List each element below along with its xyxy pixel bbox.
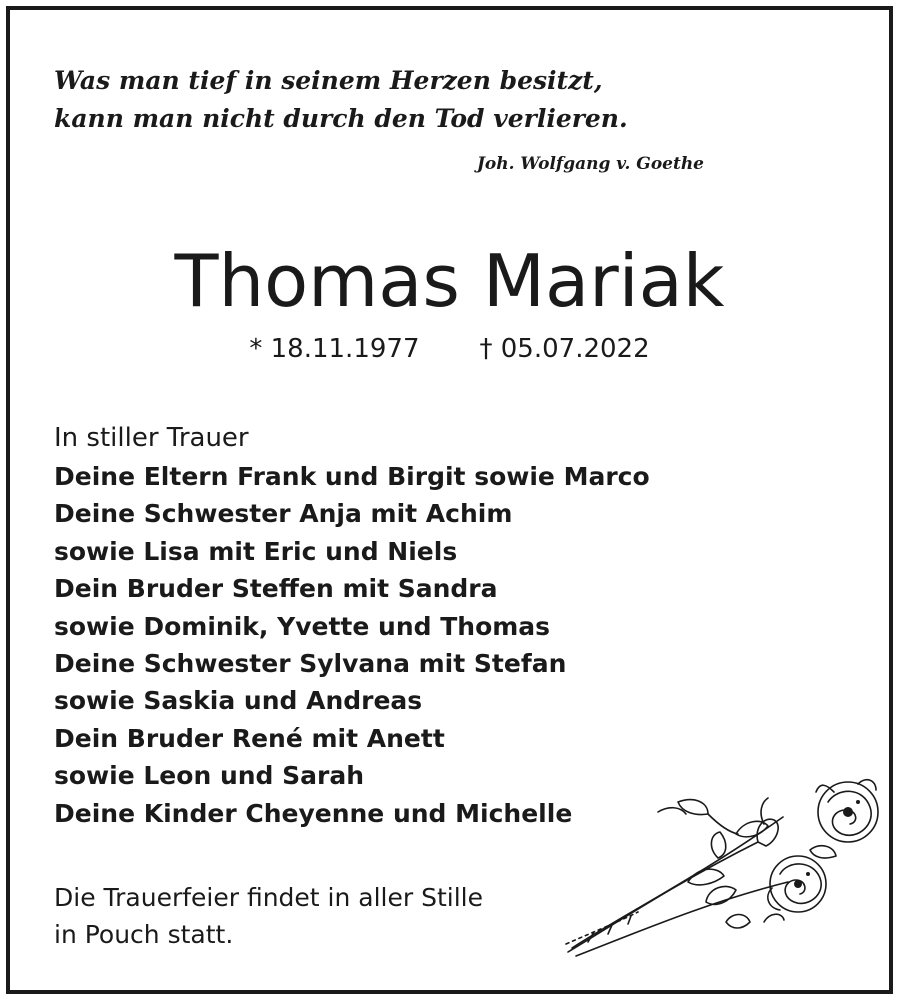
deceased-name: Thomas Mariak [174, 239, 725, 323]
list-item: Deine Kinder Cheyenne und Michelle [54, 798, 573, 828]
list-item: Deine Eltern Frank und Birgit sowie Marco [54, 462, 650, 491]
list-item: Deine Schwester Anja mit Achim [54, 499, 513, 529]
death-date: † 05.07.2022 [479, 334, 650, 364]
quote-line: kann man nicht durch den Tod verlieren. [54, 104, 628, 133]
list-item: sowie Leon und Sarah [54, 761, 365, 791]
list-item: Dein Bruder René mit Anett [54, 723, 445, 753]
list-item: sowie Saskia und Andreas [54, 686, 423, 716]
life-dates [10, 334, 889, 364]
note-line: Die Trauerfeier findet in aller Stille [54, 883, 483, 912]
quote-line: Was man tief in seinem Herzen besitzt, [54, 66, 603, 95]
goethe-quote [54, 62, 628, 138]
list-item: sowie Dominik, Yvette und Thomas [54, 611, 551, 641]
quote-author: Joh. Wolfgang v. Goethe [476, 154, 704, 174]
obituary-card [6, 6, 893, 994]
list-item: sowie Lisa mit Eric und Niels [54, 536, 458, 566]
funeral-note [54, 879, 483, 953]
birth-date: * 18.11.1977 [249, 334, 420, 364]
list-item: Dein Bruder Steffen mit Sandra [54, 574, 498, 604]
list-item: Deine Schwester Sylvana mit Stefan [54, 649, 567, 679]
mourning-intro: In stiller Trauer [54, 423, 249, 453]
roses-illustration-icon [558, 762, 890, 962]
note-line: in Pouch statt. [54, 920, 234, 949]
